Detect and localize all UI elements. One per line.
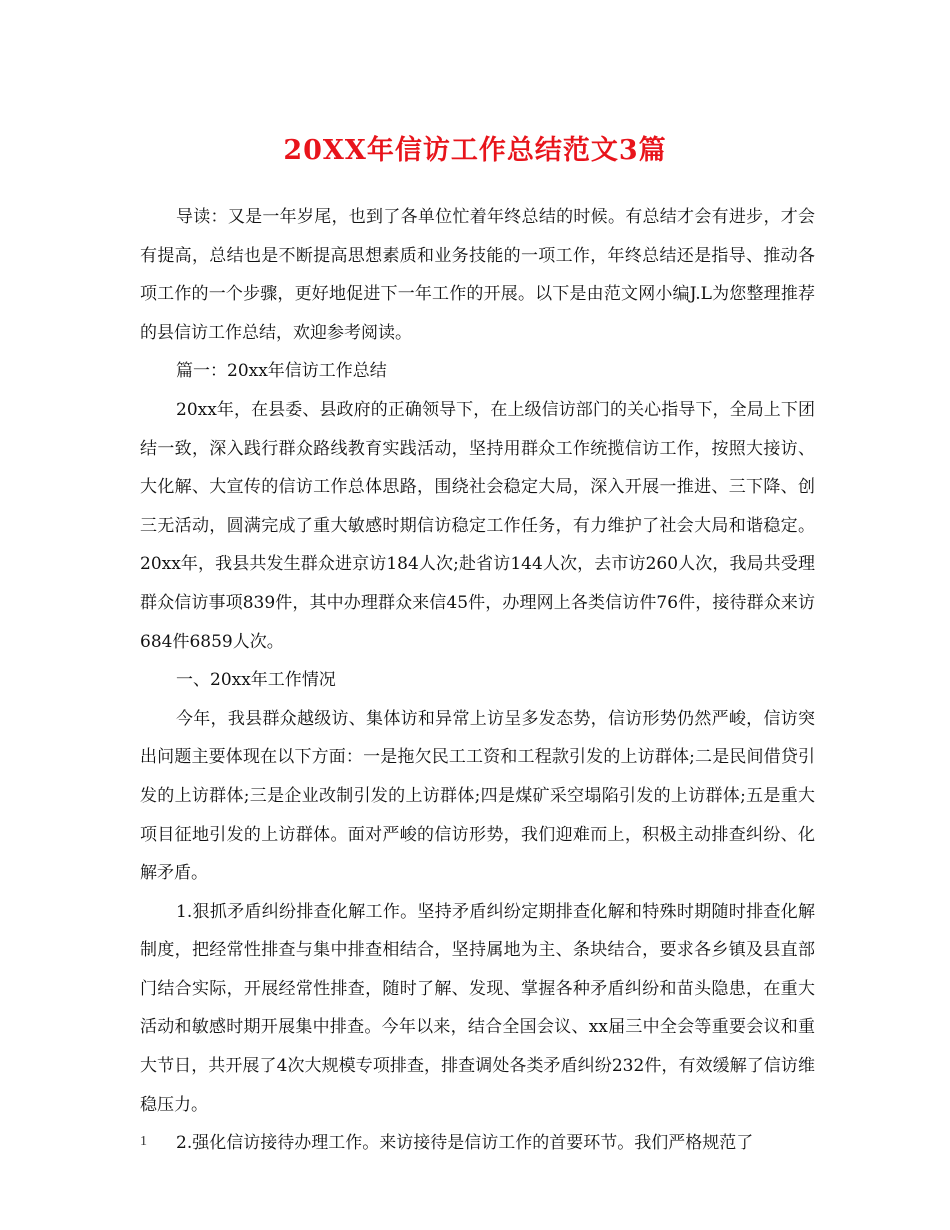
paragraph-overview: 20xx年，在县委、县政府的正确领导下，在上级信访部门的关心指导下，全局上下团结一致，深入践行群众路线教育实践活动，坚持用群众工作统揽信访工作，按照大接访、大化解、大宣传的信访工作总体思路，围绕社会稳定大局，深入开展一推进、三下降、创三无活动，圆满完成了重大敏感时期信访稳定工作任务，有力维护了社会大局和谐稳定。20xx年，我县共发生群众进京访184人次;赴省访144人次，去市访260人次，我局共受理群众信访事项839件，其中办理群众来信45件，办理网上各类信访件76件，接待群众来访684件6859人次。 [140, 399, 815, 652]
paragraph-situation: 今年，我县群众越级访、集体访和异常上访呈多发态势，信访形势仍然严峻，信访突出问题主要体现在以下方面：一是拖欠民工工资和工程款引发的上访群体;二是民间借贷引发的上访群体;三是企业改制引发的上访群体;四是煤矿采空塌陷引发的上访群体;五是重大项目征地引发的上访群体。面对严峻的信访形势，我们迎难而上，积极主动排查纠纷、化解矛盾。 [140, 708, 815, 884]
document-body [140, 198, 815, 1163]
document-title: 20XX年信访工作总结范文3篇 [283, 135, 667, 166]
paragraph-item-2: 2.强化信访接待办理工作。来访接待是信访工作的首要环节。我们严格规范了 [176, 1133, 754, 1154]
paragraph-intro: 导读：又是一年岁尾，也到了各单位忙着年终总结的时候。有总结才会有进步，才会有提高，总结也是不断提高思想素质和业务技能的一项工作，年终总结还是指导、推动各项工作的一个步骤，更好地促进下一年工作的开展。以下是由范文网小编J.L为您整理推荐的县信访工作总结，欢迎参考阅读。 [140, 207, 815, 343]
page-number: 1 [140, 1134, 147, 1149]
paragraph-section-heading: 篇一：20xx年信访工作总结 [176, 361, 387, 382]
paragraph-subheading: 一、20xx年工作情况 [176, 670, 336, 691]
paragraph-item-1: 1.狠抓矛盾纠纷排查化解工作。坚持矛盾纠纷定期排查化解和特殊时期随时排查化解制度，把经常性排查与集中排查相结合，坚持属地为主、条块结合，要求各乡镇及县直部门结合实际，开展经常性排查，随时了解、发现、掌握各种矛盾纠纷和苗头隐患，在重大活动和敏感时期开展集中排查。今年以来，结合全国会议、xx届三中全会等重要会议和重大节日，共开展了4次大规模专项排查，排查调处各类矛盾纠纷232件，有效缓解了信访维稳压力。 [140, 901, 815, 1115]
